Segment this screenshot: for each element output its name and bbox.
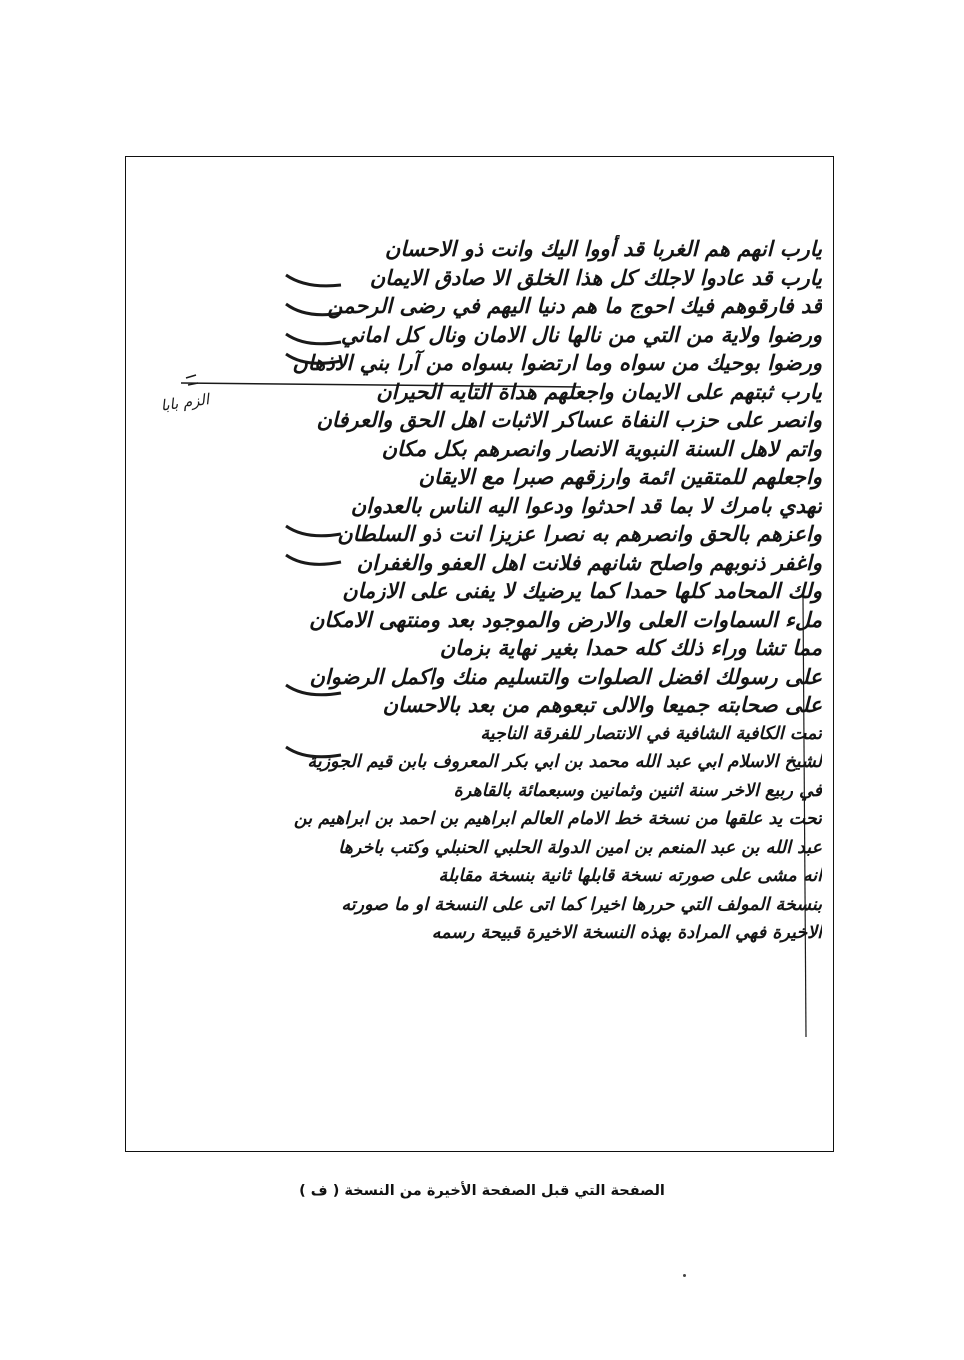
scan-speck: [683, 1274, 686, 1277]
manuscript-line: واتم لاهل السنة النبوية الانصار وانصرهم بكل مكان: [381, 435, 822, 461]
manuscript-line: ورضوا بوحيك من سواه وما ارتضوا بسواه من آرا بني الاذهان: [292, 350, 822, 375]
manuscript-line: ورضوا ولاية من التي من نالها نال الامان ونال كل اماني: [340, 321, 822, 347]
manuscript-line: يارب انهم هم الغربا قد أووا اليك وانت ذو الاحسان: [384, 236, 822, 261]
manuscript-line: ولك المحامد كلها حمدا كما يرضيك لا يفنى على الازمان: [342, 578, 822, 603]
manuscript-line: يارب قد عادوا لاجلك كل هذا الخلق الا صادق الايمان: [369, 264, 822, 290]
manuscript-line: عبد الله بن عبد المنعم بن امين الدولة الحلبي الحنبلي وكتب باخرها: [338, 837, 822, 858]
manuscript-text: [146, 235, 822, 1115]
manuscript-line: وانصر على حزب النفاة عساكر الاثبات اهل الحق والعرفان: [316, 407, 822, 432]
manuscript-line: يارب ثبتهم على الايمان واجعلهم هداة التايه الحيران: [376, 378, 822, 404]
page-caption: الصفحة التي قبل الصفحة الأخيرة من النسخة ( ف ): [299, 1183, 665, 1199]
margin-note: الزم بابا: [159, 390, 211, 415]
manuscript-frame: [125, 156, 834, 1152]
manuscript-line: واغفر ذنوبهم واصلح شانهم فلانت اهل العفو والغفران: [356, 549, 822, 575]
manuscript-line: لشيخ الاسلام ابي عبد الله محمد بن ابي بكر المعروف بابن قيم الجوزية: [307, 752, 822, 772]
manuscript-line: الاخيرة فهي المرادة بهذه النسخة الاخيرة قبيحة رسمه: [431, 923, 822, 943]
manuscript-line: تمت الكافية الشافية في الانتصار للفرقة الناجية: [480, 723, 822, 744]
manuscript-line: على صحابته جميعا والالى تبعوهم من بعد بالاحسان: [382, 692, 822, 717]
manuscript-line: ملء السماوات العلى والارض والموجود بعد ومنتهى الامكان: [308, 606, 822, 632]
manuscript-line: قد فارقوهم فيك احوج ما هم دنيا اليهم في رضى الرحمن: [327, 293, 822, 318]
manuscript-line: بنسخة المولف التي حررها اخيرا كما اتى على النسخة او ما صورته: [341, 894, 822, 915]
manuscript-line: واجعلهم للمتقين ائمة وارزقهم صبرا مع الايقان: [418, 464, 822, 489]
manuscript-line: مما تشا وراء ذلك كله حمدا بغير نهاية بزمان: [439, 635, 822, 660]
manuscript-line: تحت يد علقها من نسخة خط الامام العالم ابراهيم بن احمد بن ابراهيم بن: [293, 809, 822, 829]
manuscript-line: في ربيع الاخر سنة اثنين وثمانين وسبعمائة بالقاهرة: [453, 780, 822, 801]
manuscript-line: واعزهم بالحق وانصرهم به نصرا عزيزا انت ذو السلطان: [337, 521, 822, 546]
manuscript-line: على رسولك افضل الصلوات والتسليم منك واكمل الرضوان: [309, 663, 822, 689]
manuscript-line: تهدي بامرك لا بما قد احدثوا ودعوا اليه الناس بالعدوان: [350, 492, 822, 518]
manuscript-line: انه مشى على صورته نسخة قابلها ثانية بنسخة مقابلة: [438, 866, 822, 886]
